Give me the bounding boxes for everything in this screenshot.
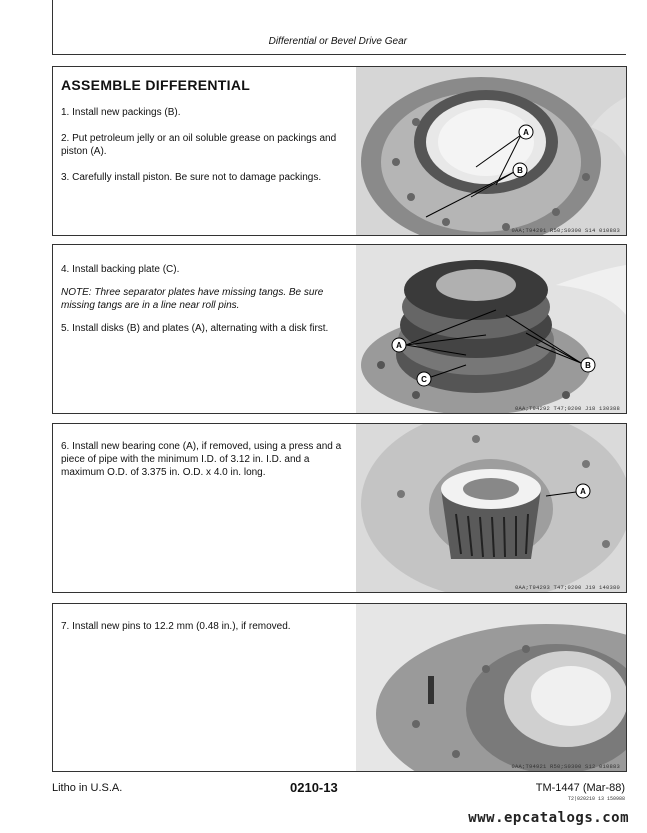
- section-heading: ASSEMBLE DIFFERENTIAL: [61, 77, 251, 93]
- step-3: 3. Carefully install piston. Be sure not to damage packings.: [61, 172, 322, 183]
- callout-a: A: [523, 128, 529, 137]
- callout-a: A: [396, 341, 402, 350]
- step-7: 7. Install new pins to 12.2 mm (0.48 in.), if removed.: [61, 621, 291, 632]
- section-assemble-differential: [52, 66, 627, 236]
- header-rule: [52, 54, 626, 55]
- photo-code: 0AA;T94293 T47;0200 J19 140380: [514, 584, 620, 591]
- step-1: 1. Install new packings (B).: [61, 107, 181, 118]
- callout-b: B: [517, 166, 523, 175]
- section-bearing-cone: [52, 423, 627, 593]
- section-backing-plate: [52, 244, 627, 414]
- section-text: [61, 604, 351, 633]
- photo-piston-packings: [356, 67, 626, 235]
- footer-code: T2|020210 13 150988: [567, 796, 625, 802]
- callout-c: C: [421, 375, 427, 384]
- photo-code: 0AA;T94291 R50;S0300 S14 010883: [511, 227, 620, 234]
- note-separator-plates: NOTE: Three separator plates have missing tangs. Be sure missing tangs are in a line near roll pins.: [61, 287, 324, 311]
- section-text: [61, 245, 351, 335]
- watermark: www.epcatalogs.com: [468, 810, 629, 826]
- footer-manual-id: TM-1447 (Mar-88): [535, 782, 625, 794]
- page-number: 0210-13: [290, 780, 338, 795]
- photo-disks-plates: [356, 245, 626, 413]
- step-4: 4. Install backing plate (C).: [61, 264, 180, 275]
- section-text: [61, 424, 351, 479]
- step-6: 6. Install new bearing cone (A), if removed, using a press and a piece of pipe with the minimum I.D. of 3.12 in. I.D. and a maximum O.D. of 3.375 in. O.D. x 4.0 in. long.: [61, 441, 342, 478]
- footer-litho: Litho in U.S.A.: [52, 782, 123, 794]
- photo-pins: [356, 604, 626, 771]
- photo-code: 0AA;T94292 T47;0200 J18 130388: [514, 405, 620, 412]
- step-5: 5. Install disks (B) and plates (A), alternating with a disk first.: [61, 323, 329, 334]
- photo-code: 0AA;T94921 R50;S0300 S12 010883: [511, 763, 620, 770]
- callout-b: B: [585, 361, 591, 370]
- page-header-title: Differential or Bevel Drive Gear: [268, 36, 407, 47]
- callout-a: A: [580, 487, 586, 496]
- photo-bearing-cone: [356, 424, 626, 592]
- section-text: [61, 67, 351, 184]
- section-install-pins: [52, 603, 627, 772]
- step-2: 2. Put petroleum jelly or an oil soluble grease on packings and piston (A).: [61, 133, 337, 157]
